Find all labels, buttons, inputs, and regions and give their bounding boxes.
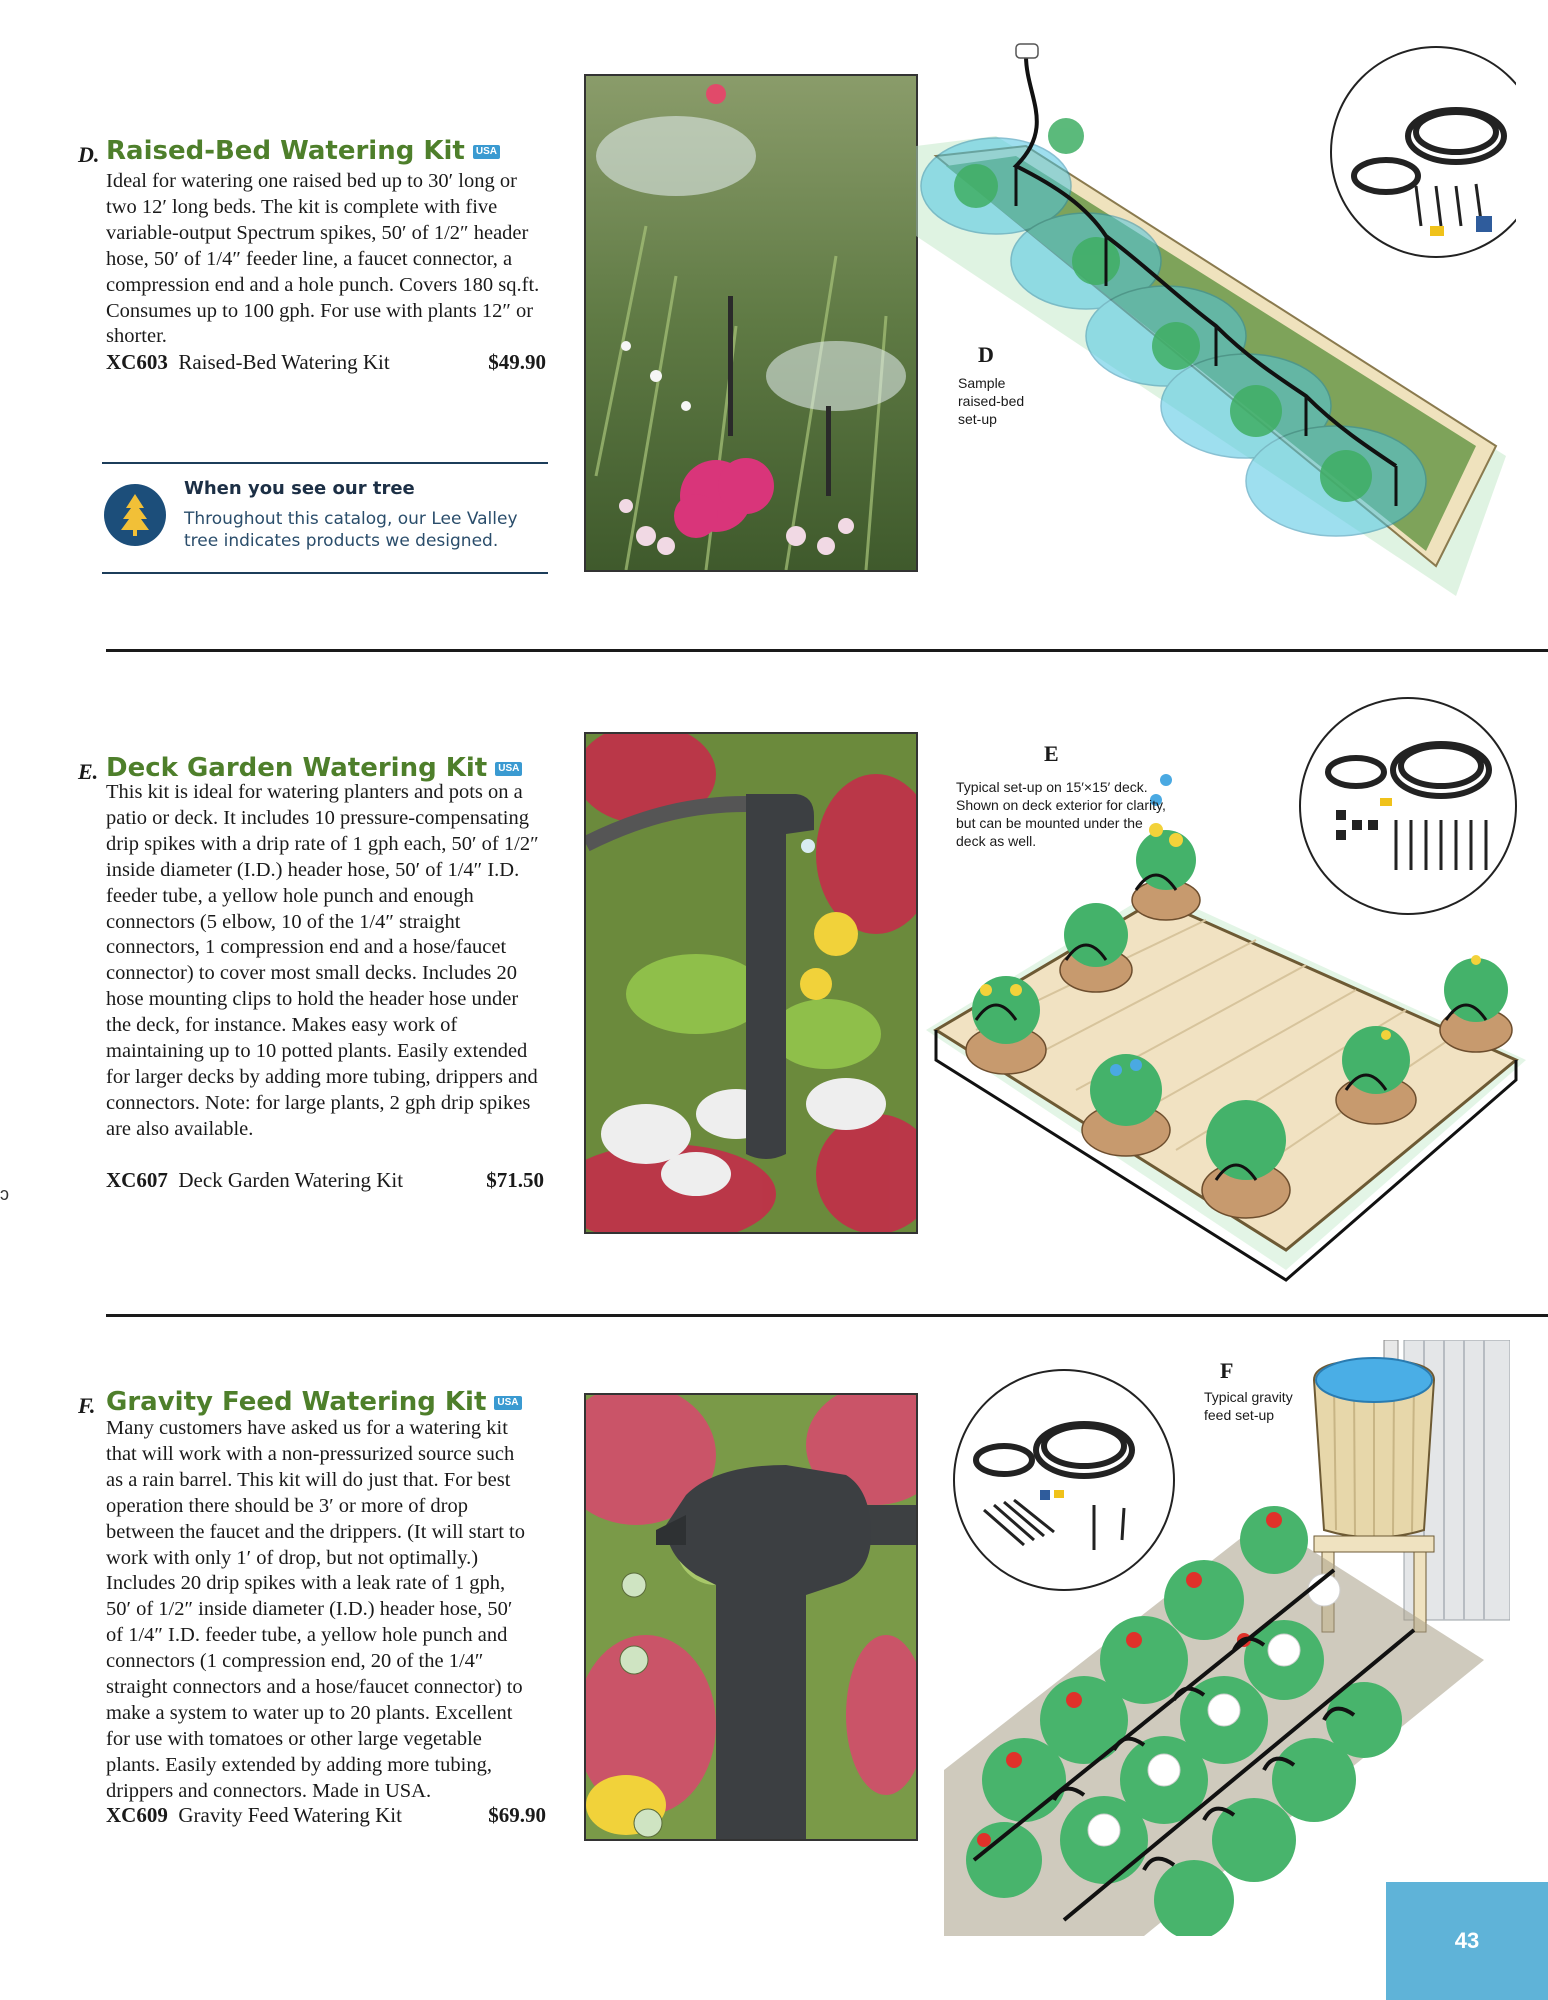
product-e-figure-letter: E xyxy=(1044,741,1059,766)
product-f-title-text: Gravity Feed Watering Kit xyxy=(106,1387,487,1417)
product-e-sku: XC607 xyxy=(106,1168,168,1192)
tree-note xyxy=(102,462,548,574)
product-d-letter: D. xyxy=(78,142,100,167)
product-f-usa-badge: USA xyxy=(494,1396,521,1410)
product-d-price: $49.90 xyxy=(488,350,546,374)
product-e-description: This kit is ideal for watering planters and pots on a patio or deck. It includes 10 pressure-compensating drip spikes with a drip rate of 1 gph each, 50′ of 1/2″ inside diameter (I.D.) header hose, 50′ of 1/4″ I.D. feeder tube, a yellow hole punch and enough connectors (5 elbow, 10 of the 1/4″ straight connectors, 1 compression end and a hose/faucet connector) to cover most small decks. Includes 20 hose mounting clips to hold the header hose under the deck, for instance. Makes easy work of maintaining up to 10 potted plants. Easily extended for larger decks by adding more tubing, drippers and connectors. Note: for large plants, 2 gph drip spikes are also available. xyxy=(106,781,539,1140)
product-f-title xyxy=(106,1387,522,1417)
product-e-sku-name: Deck Garden Watering Kit xyxy=(178,1168,404,1192)
product-f-figure-caption: Typical gravity feed set-up xyxy=(1204,1389,1293,1423)
product-d-sku: XC603 xyxy=(106,350,168,374)
product-e-photo xyxy=(584,732,918,1234)
product-d-usa-badge: USA xyxy=(473,145,500,159)
lee-valley-tree-icon xyxy=(104,484,166,546)
section-divider-2 xyxy=(106,1314,1548,1317)
product-d-sku-row xyxy=(106,349,546,375)
product-f-photo xyxy=(584,1393,918,1841)
page-number: 43 xyxy=(1386,1882,1548,2000)
product-d-illustration xyxy=(916,36,1516,616)
product-e-figure-caption: Typical set-up on 15′×15′ deck. Shown on deck exterior for clarity, but can be mounted under the deck as well. xyxy=(956,779,1166,849)
product-f-figure-letter: F xyxy=(1220,1358,1234,1383)
product-f-description: Many customers have asked us for a watering kit that will work with a non-pressurized source such as a rain barrel. This kit will do just that. For best operation there should be 3′ or more of drop between the faucet and the drippers. (It will start to work with only 1′ of drop, but not optimally.) Includes 20 drip spikes with a leak rate of 1 gph, 50′ of 1/2″ inside diameter (I.D.) header hose, 50′ of 1/4″ I.D. feeder tube, a yellow hole punch and connectors (1 compression end, 20 of the 1/4″ straight connectors and a hose/faucet connector) to make a system to water up to 20 plants. Excellent for use with tomatoes or other large vegetable plants. Easily extended by adding more tubing, drippers and connectors. Made in USA. xyxy=(106,1417,525,1802)
product-f-letter: F. xyxy=(78,1393,96,1418)
product-f-sku: XC609 xyxy=(106,1803,168,1827)
edge-mark: ↄ xyxy=(0,1184,9,1204)
product-d-description: Ideal for watering one raised bed up to 30′ long or two 12′ long beds. The kit is complete with five variable-output Spectrum spikes, 50′ of 1/2″ header hose, 50′ of 1/4″ feeder line, a faucet connector, a compression end and a hole punch. Covers 180 sq.ft. Consumes up to 100 gph. For use with plants 12″ or shorter. xyxy=(106,170,540,348)
product-d-figure-caption: Sample raised-bed set-up xyxy=(958,375,1025,427)
product-e-title xyxy=(106,753,522,783)
tree-note-heading: When you see our tree xyxy=(184,478,415,499)
product-f-price: $69.90 xyxy=(488,1803,546,1827)
product-d-sku-name: Raised-Bed Watering Kit xyxy=(178,350,390,374)
product-e-usa-badge: USA xyxy=(495,762,522,776)
section-divider-1 xyxy=(106,649,1548,652)
product-d-title xyxy=(106,136,500,166)
tree-note-body: Throughout this catalog, our Lee Valley tree indicates products we designed. xyxy=(184,509,518,551)
product-f-sku-row xyxy=(106,1802,546,1828)
product-e-sku-row xyxy=(106,1167,544,1193)
product-e-letter: E. xyxy=(78,759,99,784)
product-d-title-text: Raised-Bed Watering Kit xyxy=(106,136,465,166)
product-d-figure-letter: D xyxy=(978,342,994,367)
product-f-illustration xyxy=(944,1340,1510,1936)
product-f-sku-name: Gravity Feed Watering Kit xyxy=(178,1803,402,1827)
product-e-price: $71.50 xyxy=(486,1168,544,1192)
product-d-photo xyxy=(584,74,918,572)
product-e-title-text: Deck Garden Watering Kit xyxy=(106,753,488,783)
